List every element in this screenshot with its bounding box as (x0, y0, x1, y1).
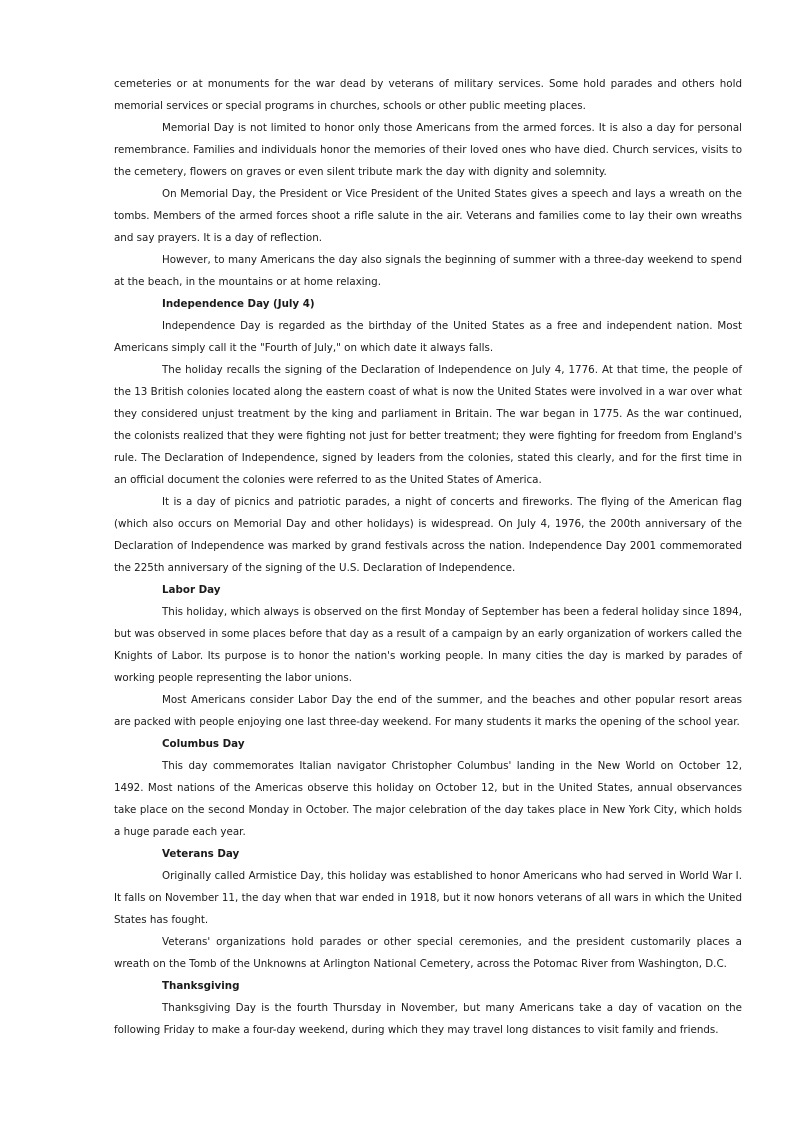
section-heading: Independence Day (July 4) (162, 298, 315, 310)
section-heading: Columbus Day (162, 738, 245, 750)
paragraph: However, to many Americans the day also signals the beginning of summer with a three-day weekend to spend at the beach, in the mountains or at home relaxing. (114, 254, 742, 288)
section-heading: Thanksgiving (162, 980, 240, 992)
paragraph: Thanksgiving Day is the fourth Thursday in November, but many Americans take a day of vacation on the following Friday to make a four-day weekend, during which they may travel long distances to visit family and friends. (114, 1002, 742, 1036)
paragraph: It is a day of picnics and patriotic parades, a night of concerts and fireworks. The flying of the American flag (which also occurs on Memorial Day and other holidays) is widespread. On July 4, 1976, the 200th anniversary of the Declaration of Independence was marked by grand festivals across the nation. Independence Day 2001 commemorated the 225th anniversary of the signing of the U.S. Declaration of Independence. (114, 496, 742, 574)
paragraph: This holiday, which always is observed on the first Monday of September has been a federal holiday since 1894, but was observed in some places before that day as a result of a campaign by an early organization of workers called the Knights of Labor. Its purpose is to honor the nation's working people. In many cities the day is marked by parades of working people representing the labor unions. (114, 606, 742, 684)
section-heading: Labor Day (162, 584, 221, 596)
paragraph: This day commemorates Italian navigator Christopher Columbus' landing in the New World on October 12, 1492. Most nations of the Americas observe this holiday on October 12, but in the United States, annual observances take place on the second Monday in October. The major celebration of the day takes place in New York City, which holds a huge parade each year. (114, 760, 742, 838)
document-page (114, 73, 742, 1041)
paragraph: On Memorial Day, the President or Vice President of the United States gives a speech and lays a wreath on the tombs. Members of the armed forces shoot a rifle salute in the air. Veterans and families come to lay their own wreaths and say prayers. It is a day of reflection. (114, 188, 742, 244)
paragraph: Independence Day is regarded as the birthday of the United States as a free and independent nation. Most Americans simply call it the "Fourth of July," on which date it always falls. (114, 320, 742, 354)
paragraph: Veterans' organizations hold parades or other special ceremonies, and the president customarily places a wreath on the Tomb of the Unknowns at Arlington National Cemetery, across the Potomac River from Washington, D.C. (114, 936, 742, 970)
paragraph: Most Americans consider Labor Day the end of the summer, and the beaches and other popular resort areas are packed with people enjoying one last three-day weekend. For many students it marks the opening of the school year. (114, 694, 742, 728)
paragraph: The holiday recalls the signing of the Declaration of Independence on July 4, 1776. At that time, the people of the 13 British colonies located along the eastern coast of what is now the United States were involved in a war over what they considered unjust treatment by the king and parliament in Britain. The war began in 1775. As the war continued, the colonists realized that they were fighting not just for better treatment; they were fighting for freedom from England's rule. The Declaration of Independence, signed by leaders from the colonies, stated this clearly, and for the first time in an official document the colonies were referred to as the United States of America. (114, 364, 742, 486)
paragraph: cemeteries or at monuments for the war dead by veterans of military services. Some hold parades and others hold memorial services or special programs in churches, schools or other public meeting places. (114, 78, 742, 112)
section-heading: Veterans Day (162, 848, 240, 860)
paragraph: Originally called Armistice Day, this holiday was established to honor Americans who had served in World War I. It falls on November 11, the day when that war ended in 1918, but it now honors veterans of all wars in which the United States has fought. (114, 870, 742, 926)
paragraph: Memorial Day is not limited to honor only those Americans from the armed forces. It is also a day for personal remembrance. Families and individuals honor the memories of their loved ones who have died. Church services, visits to the cemetery, flowers on graves or even silent tribute mark the day with dignity and solemnity. (114, 122, 742, 178)
